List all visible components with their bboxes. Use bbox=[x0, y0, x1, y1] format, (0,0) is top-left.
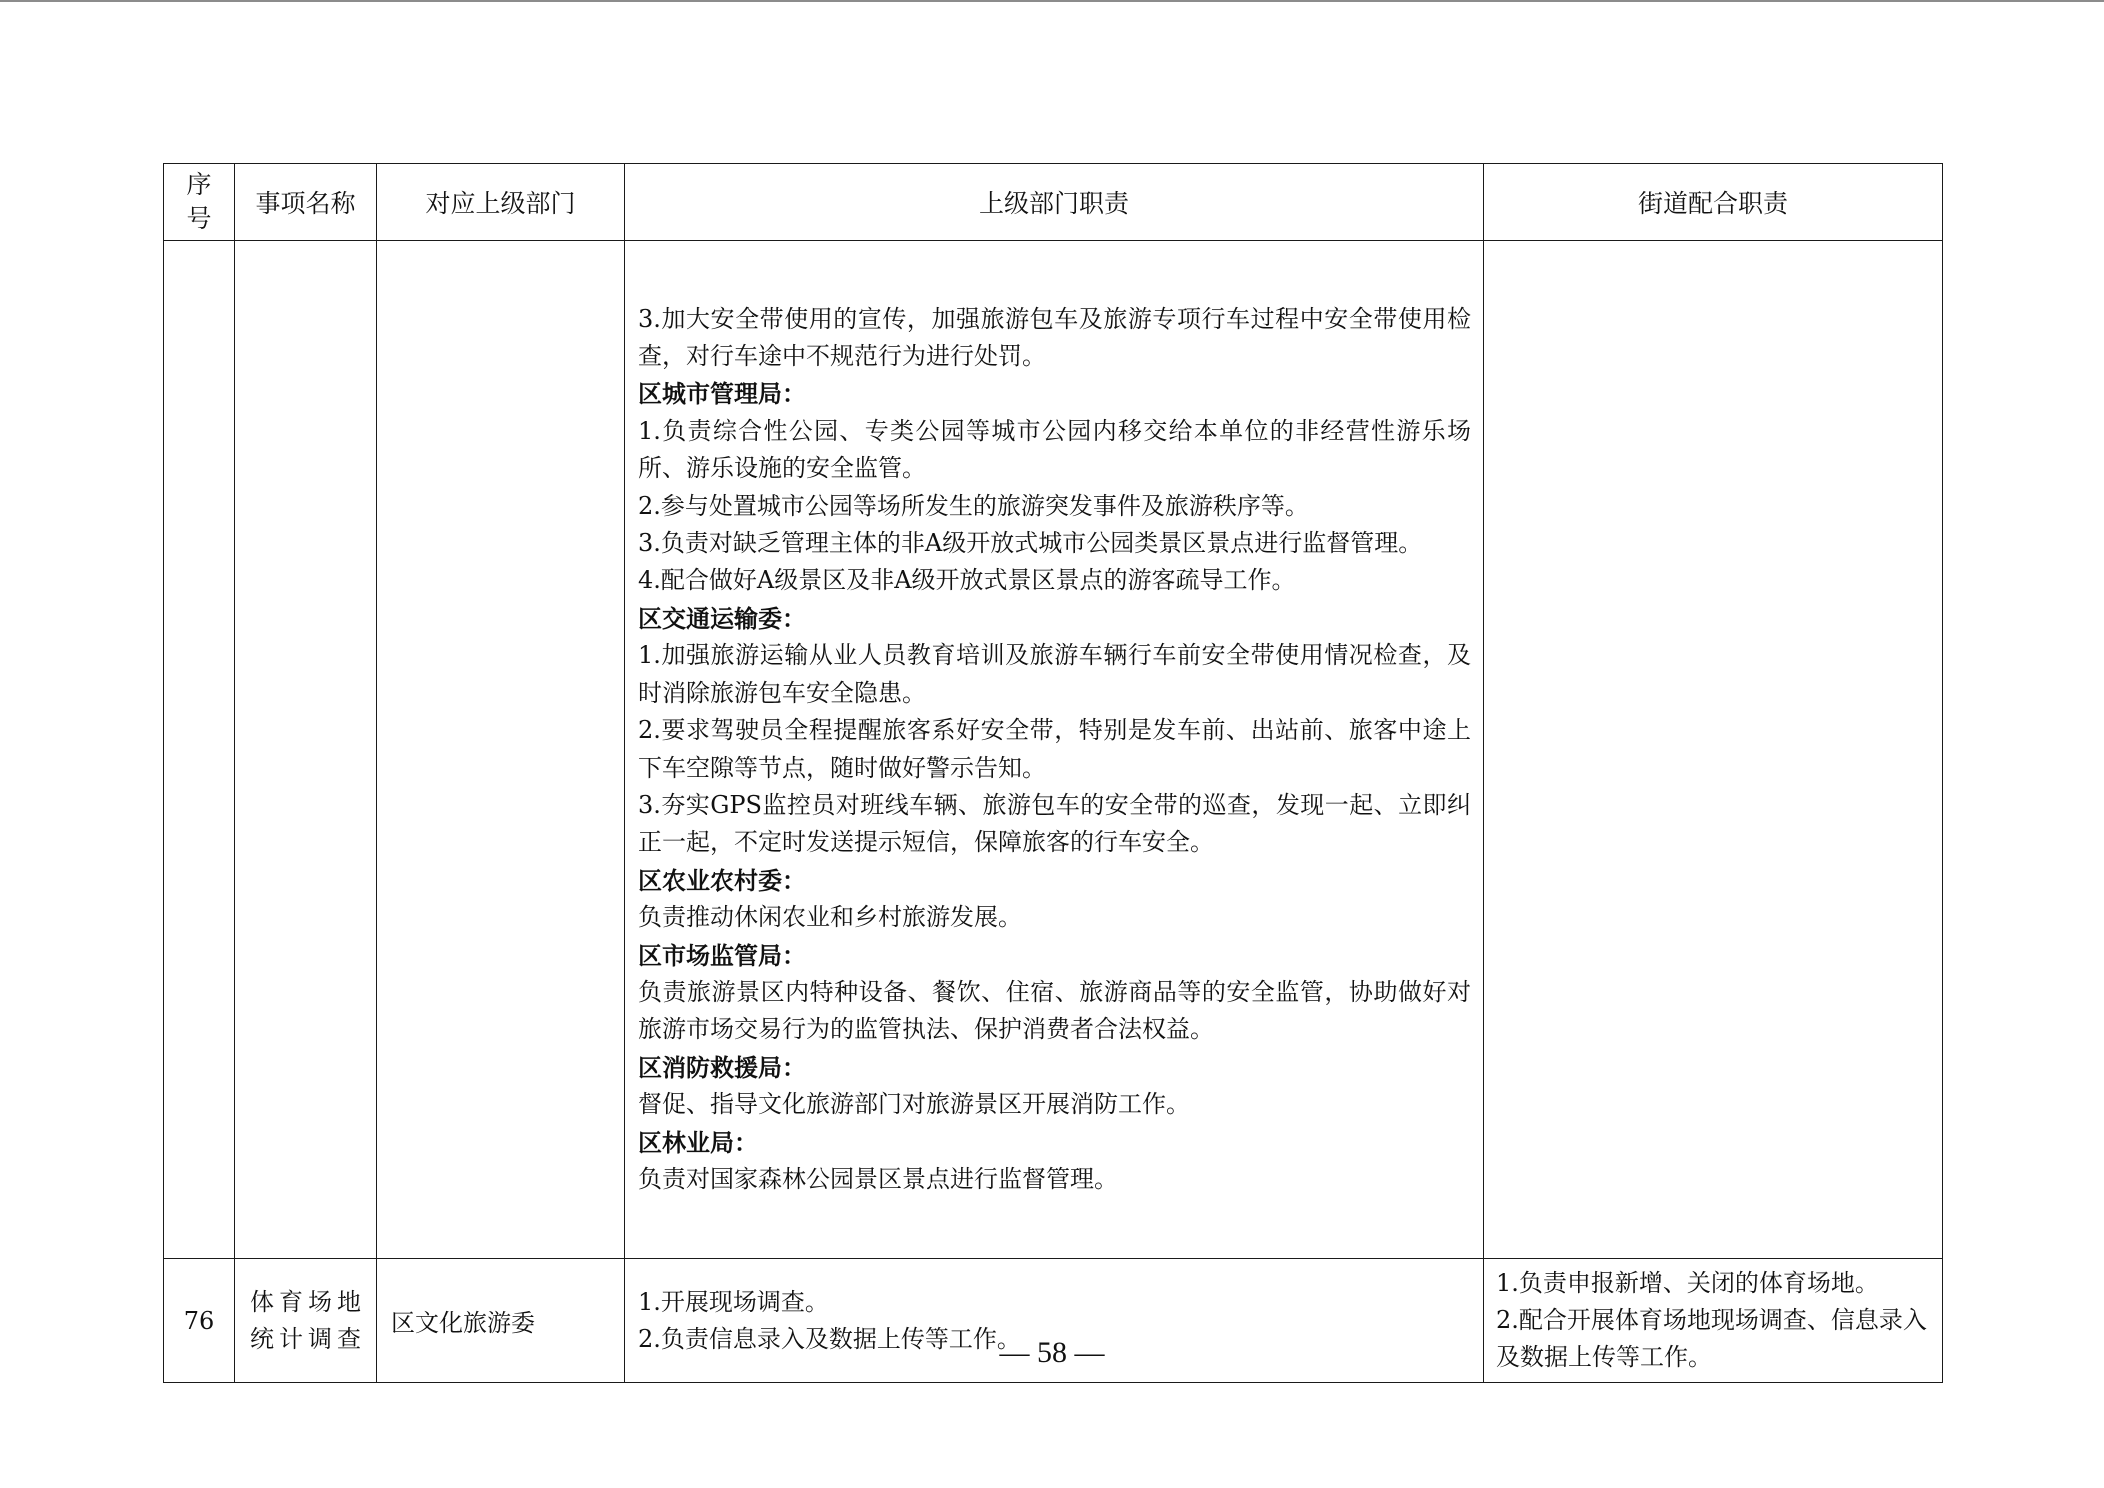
page-number: — 58 — bbox=[999, 1336, 1105, 1369]
item-duty-line: 2.负责信息录入及数据上传等工作。 bbox=[638, 1324, 1021, 1353]
dept-heading: 区消防救援局： bbox=[638, 1052, 806, 1082]
duty-line: 督促、指导文化旅游部门对旅游景区开展消防工作。 bbox=[638, 1090, 1190, 1119]
duty-line: 负责对国家森林公园景区景点进行监督管理。 bbox=[638, 1164, 1118, 1193]
item-street-line: 1.负责申报新增、关闭的体育场地。 bbox=[1496, 1269, 1879, 1297]
dept-heading: 区城市管理局： bbox=[638, 379, 806, 409]
duty-line: 2.要求驾驶员全程提醒旅客系好安全带，特别是发车前、出站前、旅客中途上下车空隙等节点，随时做好警示告知。 bbox=[638, 716, 1471, 782]
header-seq-line2: 号 bbox=[186, 204, 212, 233]
header-street-duty: 街道配合职责 bbox=[1484, 164, 1943, 241]
dept-heading: 区林业局： bbox=[638, 1127, 758, 1157]
header-row bbox=[164, 164, 1943, 241]
item-street-line: 2.配合开展体育场地现场调查、信息录入及数据上传等工作。 bbox=[1496, 1306, 1927, 1371]
header-item-name: 事项名称 bbox=[235, 164, 377, 241]
upper-duty-text bbox=[638, 301, 1471, 1199]
item-upper-dept: 区文化旅游委 bbox=[377, 1259, 625, 1383]
dept-heading: 区农业农村委： bbox=[638, 865, 806, 895]
cont-dept-cell bbox=[377, 241, 625, 1259]
duty-line: 负责推动休闲农业和乡村旅游发展。 bbox=[638, 903, 1022, 932]
duty-line: 3.负责对缺乏管理主体的非A级开放式城市公园类景区景点进行监督管理。 bbox=[638, 529, 1423, 558]
header-upper-dept: 对应上级部门 bbox=[377, 164, 625, 241]
page-top-border bbox=[0, 0, 2104, 2]
duty-line: 2.参与处置城市公园等场所发生的旅游突发事件及旅游秩序等。 bbox=[638, 491, 1309, 520]
cont-name-cell bbox=[235, 241, 377, 1259]
header-upper-duty: 上级部门职责 bbox=[625, 164, 1484, 241]
cont-street-cell bbox=[1484, 241, 1943, 1259]
duty-table bbox=[163, 163, 1943, 1383]
table-row bbox=[164, 241, 1943, 1259]
item-name-line2: 统计调查 bbox=[250, 1324, 366, 1353]
dept-heading: 区市场监管局： bbox=[638, 940, 806, 970]
duty-line: 4.配合做好A级景区及非A级开放式景区景点的游客疏导工作。 bbox=[638, 566, 1296, 595]
duty-line: 1.加强旅游运输从业人员教育培训及旅游车辆行车前安全带使用情况检查，及时消除旅游包车安全隐患。 bbox=[638, 641, 1471, 707]
dept-heading: 区交通运输委： bbox=[638, 603, 806, 633]
duty-line: 3.夯实GPS监控员对班线车辆、旅游包车的安全带的巡查，发现一起、立即纠正一起，不定时发送提示短信，保障旅客的行车安全。 bbox=[638, 790, 1471, 857]
cont-duty-cell bbox=[625, 241, 1484, 1259]
duty-line: 负责旅游景区内特种设备、餐饮、住宿、旅游商品等的安全监管，协助做好对旅游市场交易行为的监管执法、保护消费者合法权益。 bbox=[638, 977, 1471, 1044]
item-name-line1: 体育场地 bbox=[250, 1287, 366, 1316]
item-seq: 76 bbox=[164, 1259, 235, 1383]
item-duty-line: 1.开展现场调查。 bbox=[638, 1287, 829, 1316]
cont-seq-cell bbox=[164, 241, 235, 1259]
header-seq bbox=[164, 164, 235, 241]
duty-line: 1.负责综合性公园、专类公园等城市公园内移交给本单位的非经营性游乐场所、游乐设施的安全监管。 bbox=[638, 416, 1471, 483]
header-seq-line1: 序 bbox=[186, 170, 212, 199]
duty-line: 3.加大安全带使用的宣传，加强旅游包车及旅游专项行车过程中安全带使用检查，对行车途中不规范行为进行处罚。 bbox=[638, 304, 1471, 371]
